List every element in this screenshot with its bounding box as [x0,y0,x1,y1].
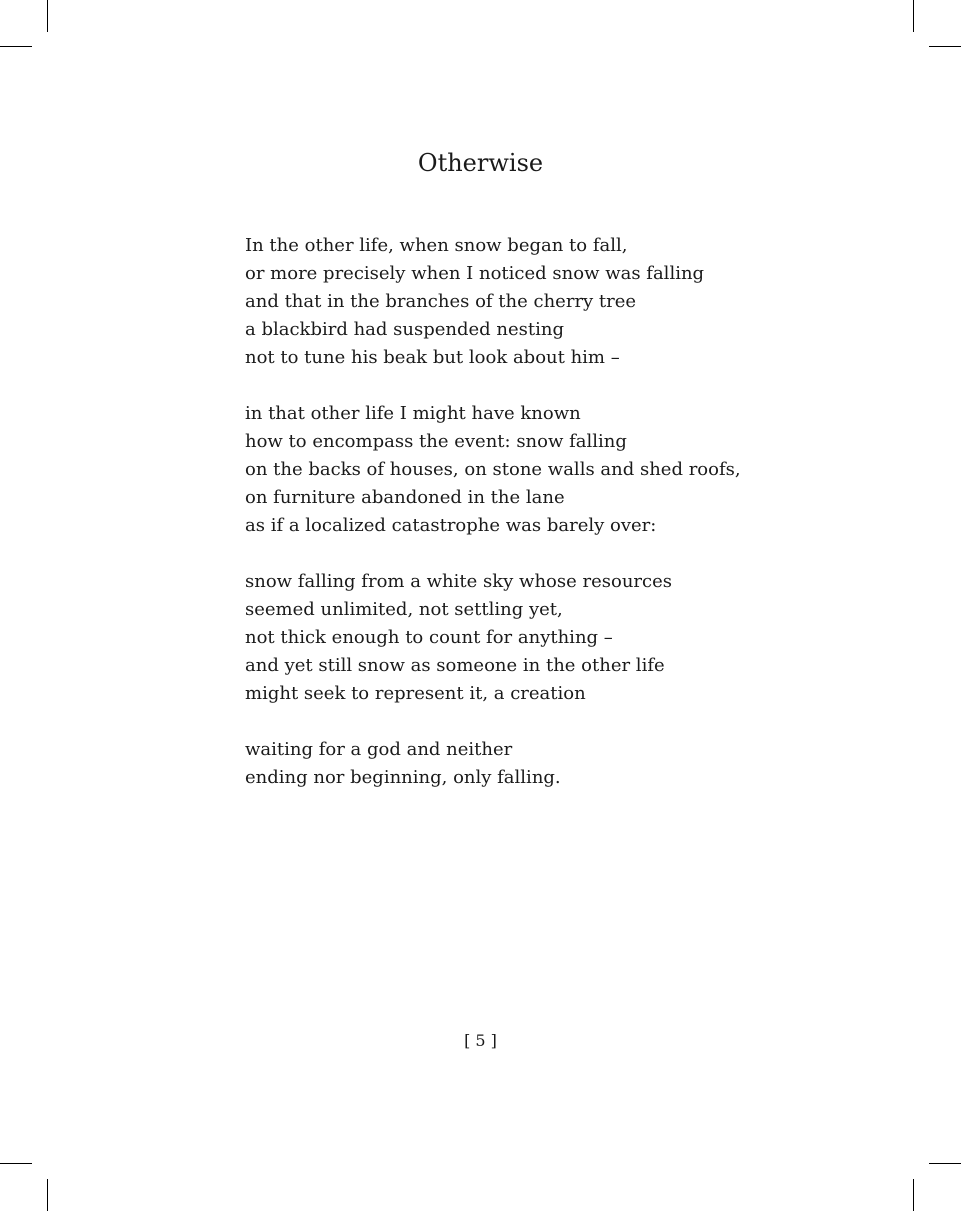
crop-mark-bottom-left-vertical [47,1179,48,1211]
poem-line: or more precisely when I noticed snow was falling [245,263,705,284]
stanza-3 [245,568,845,708]
crop-mark-top-left-vertical [47,0,48,32]
crop-mark-bottom-right-vertical [913,1179,914,1211]
page-number: [ 5 ] [464,1031,497,1050]
poem-line: how to encompass the event: snow falling [245,431,627,452]
poem-title: Otherwise [417,149,544,177]
poem-line: as if a localized catastrophe was barely over: [245,515,657,536]
poem-line: ending nor beginning, only falling. [245,767,561,788]
poem-line: waiting for a god and neither [245,739,513,760]
poem-line: a blackbird had suspended nesting [245,319,564,340]
poem-line: not to tune his beak but look about him – [245,347,620,368]
crop-mark-bottom-left-horizontal [0,1163,32,1164]
crop-mark-top-right-vertical [913,0,914,32]
poem-line: might seek to represent it, a creation [245,683,586,704]
crop-mark-bottom-right-horizontal [929,1163,961,1164]
poem-line: seemed unlimited, not settling yet, [245,599,563,620]
stanza-2 [245,400,845,540]
poem-line: In the other life, when snow began to fall, [245,235,628,256]
poem-line: snow falling from a white sky whose resources [245,571,672,592]
poem-line: in that other life I might have known [245,403,581,424]
crop-mark-top-left-horizontal [0,46,32,47]
poem-line: on the backs of houses, on stone walls and shed roofs, [245,459,741,480]
poem-line: not thick enough to count for anything – [245,627,613,648]
stanza-4 [245,736,845,792]
poem-line: and that in the branches of the cherry tree [245,291,637,312]
crop-mark-top-right-horizontal [929,46,961,47]
poem-line: and yet still snow as someone in the other life [245,655,665,676]
poem-body [245,232,845,820]
stanza-1 [245,232,845,372]
poem-line: on furniture abandoned in the lane [245,487,565,508]
